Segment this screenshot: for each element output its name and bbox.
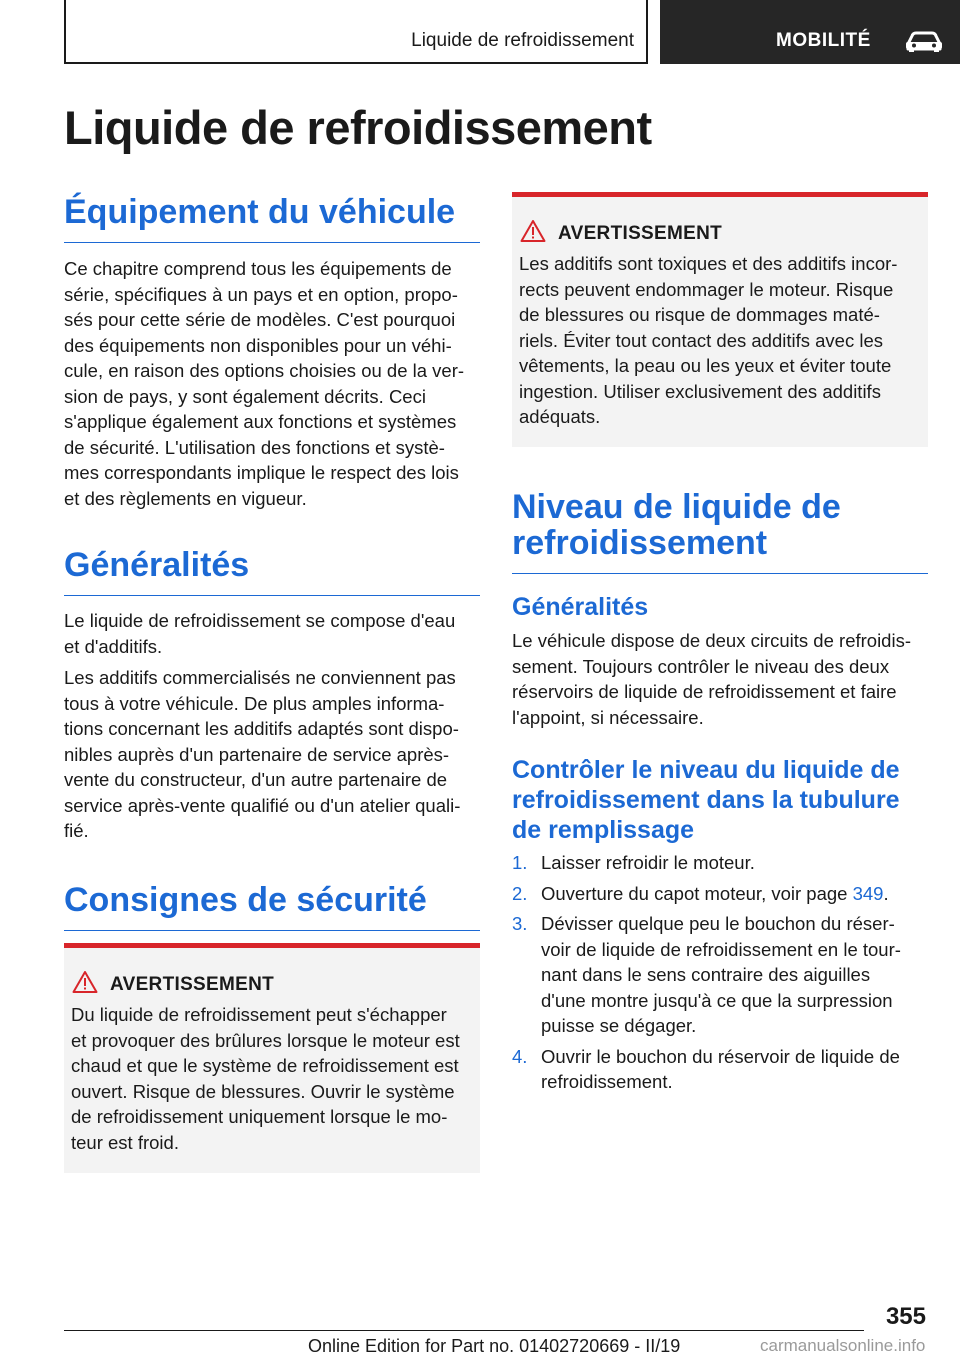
- list-item: 2. Ouverture du capot moteur, voir page 349.: [512, 881, 928, 907]
- equipment-paragraph: Ce chapitre comprend tous les équipements de série, spécifiques à un pays et en option, propo- sés pour cette série de modèles. C'est pourquoi des équipements non disponibles pour un véhi- cule, en raison des options choisies ou de la ver- sion de pays, y sont également décrits. Ceci s'applique également aux fonctions et systèmes de sécurité. L'utilisation des fonctions et systè- mes correspondants implique le respect des lois et des règlements en vigueur.: [64, 258, 465, 509]
- general-right-paragraph: Le véhicule dispose de deux circuits de refroidis- sement. Toujours contrôler le niveau des deux réservoirs de liquide de refroidissement et faire l'appoint, si nécessaire.: [512, 630, 911, 728]
- general-paragraph-1: Le liquide de refroidissement se compose d'eau et d'additifs.: [64, 610, 456, 657]
- header-section-tab[interactable]: [660, 0, 960, 64]
- header-chapter-box: [64, 0, 648, 64]
- check-level-heading: Contrôler le niveau du liquide de refroidissement dans la tubulure de remplissage: [512, 756, 900, 844]
- general-paragraph-2: Les additifs commercialisés ne conviennent pas tous à votre véhicule. De plus amples informa- tions concernant les additifs adaptés sont dispo- nibles auprès d'un partenaire de service après- vente du constructeur, d'un autre partenaire de service après-vente qualifié ou d'un atelier quali- fié.: [64, 667, 461, 841]
- coolant-level-heading: Niveau de liquide de refroidissement: [512, 489, 928, 574]
- step-number: 1.: [512, 852, 528, 873]
- header-chapter-title: Liquide de refroidissement: [411, 30, 634, 51]
- watermark: carmanualsonline.info: [760, 1336, 926, 1355]
- warning-triangle-icon: [72, 970, 98, 994]
- warning-text: Du liquide de refroidissement peut s'échapper et provoquer des brûlures lorsque le moteur est chaud et que le système de refroidissement est ouvert. Risque de blessures. Ouvrir le système de refroidissement uniquement lorsque le mo- teur est froid.: [71, 1004, 460, 1153]
- page-number: 355: [885, 1303, 926, 1330]
- list-item: 3. Dévisser quelque peu le bouchon du réser- voir de liquide de refroidissement en le tour- nant dans le sens contraire des aiguilles d'une montre jusqu'à ce que la surpression puisse se dégager.: [512, 913, 901, 1036]
- step-number: 4.: [512, 1045, 528, 1067]
- equipment-heading: Équipement du véhicule: [64, 194, 480, 243]
- warning-box-burn: [64, 943, 480, 1173]
- general-subheading: Généralités: [512, 593, 649, 621]
- step-number: 3.: [512, 913, 528, 934]
- list-item: 4. Ouvrir le bouchon du réservoir de liquide de refroidissement.: [512, 1045, 900, 1092]
- safety-heading: Consignes de sécurité: [64, 882, 480, 931]
- footer-edition: Online Edition for Part no. 01402720669 - II/19: [308, 1336, 681, 1356]
- warning-triangle-icon: [520, 219, 546, 243]
- warning-box-additives: [512, 192, 928, 447]
- footer-divider: [64, 1330, 864, 1331]
- car-icon: [904, 30, 944, 52]
- warning-text: Les additifs sont toxiques et des additifs incor- rects peuvent endommager le moteur. Risque de blessures ou risque de dommages maté- riels. Éviter tout contact des additifs avec les vêtements, la peau ou les yeux et éviter toute ingestion. Utiliser exclusivement des additifs adéquats.: [519, 253, 898, 427]
- general-heading: Généralités: [64, 547, 480, 596]
- procedure-steps: [512, 850, 928, 1100]
- header-section-label: MOBILITÉ: [776, 30, 871, 51]
- step-number: 2.: [512, 882, 528, 904]
- page-title: Liquide de refroidissement: [64, 101, 652, 154]
- warning-label: AVERTISSEMENT: [110, 974, 275, 995]
- warning-label: AVERTISSEMENT: [558, 223, 723, 244]
- list-item: 1. Laisser refroidir le moteur.: [512, 850, 928, 876]
- page-link[interactable]: 349: [852, 882, 884, 904]
